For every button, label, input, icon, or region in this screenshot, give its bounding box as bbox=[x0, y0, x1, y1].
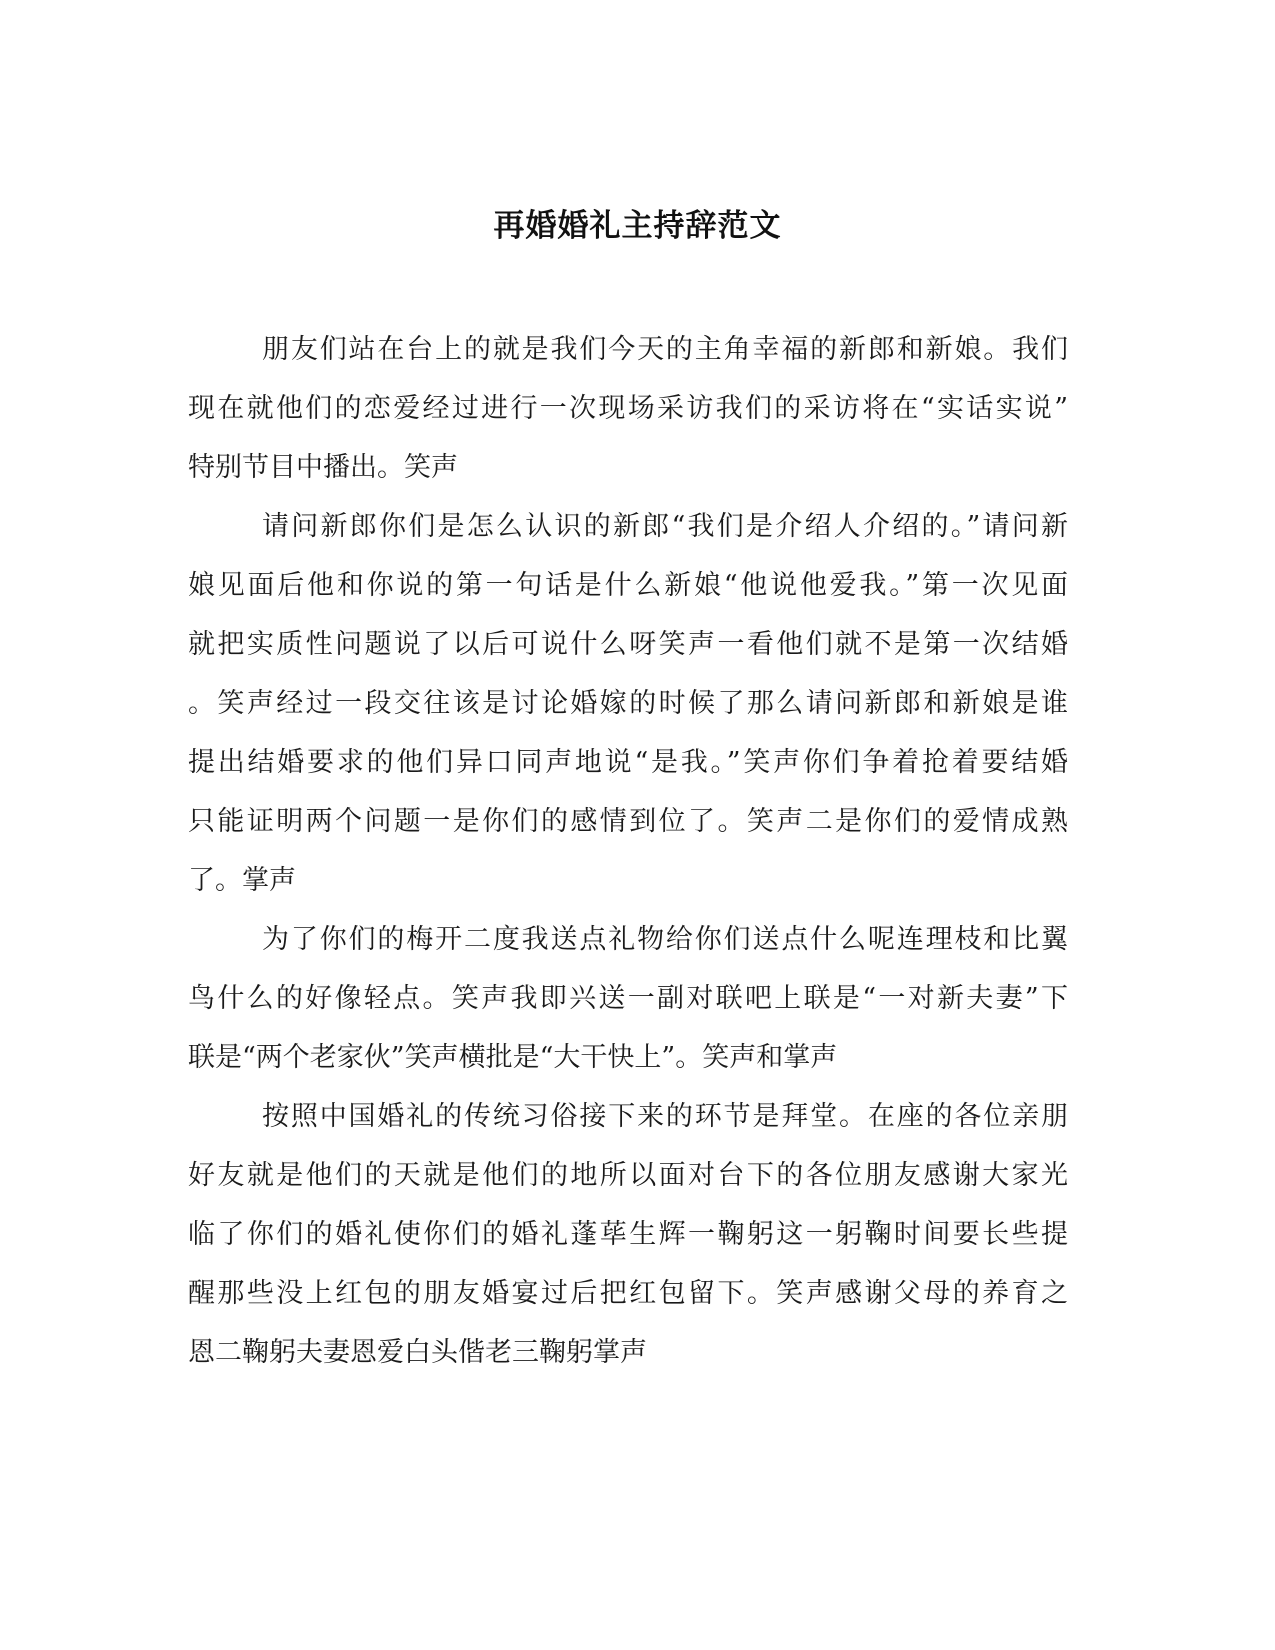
text-line: 朋友们站在台上的就是我们今天的主角幸福的新郎和新娘。我们 bbox=[262, 334, 1068, 365]
paragraph-2 bbox=[188, 497, 1068, 910]
paragraph-4 bbox=[188, 1087, 1068, 1382]
document-title: 再婚婚礼主持辞范文 bbox=[493, 208, 782, 244]
document-body bbox=[188, 320, 1068, 1382]
text-line: 请问新郎你们是怎么认识的新郎“我们是介绍人介绍的。”请问新 bbox=[262, 511, 1068, 542]
paragraph-3 bbox=[188, 910, 1068, 1087]
text-line: 鸟什么的好像轻点。笑声我即兴送一副对联吧上联是“一对新夫妻”下 bbox=[188, 983, 1068, 1014]
text-line: 特别节目中播出。笑声 bbox=[188, 452, 458, 483]
text-line: 现在就他们的恋爱经过进行一次现场采访我们的采访将在“实话实说” bbox=[188, 393, 1068, 424]
text-line: 临了你们的婚礼使你们的婚礼蓬荜生辉一鞠躬这一躬鞠时间要长些提 bbox=[188, 1219, 1068, 1250]
text-line: 。笑声经过一段交往该是讨论婚嫁的时候了那么请问新郎和新娘是谁 bbox=[188, 688, 1068, 719]
text-line: 按照中国婚礼的传统习俗接下来的环节是拜堂。在座的各位亲朋 bbox=[262, 1101, 1068, 1132]
text-line: 提出结婚要求的他们异口同声地说“是我。”笑声你们争着抢着要结婚 bbox=[188, 747, 1068, 778]
paragraph-1 bbox=[188, 320, 1068, 497]
text-line: 好友就是他们的天就是他们的地所以面对台下的各位朋友感谢大家光 bbox=[188, 1160, 1068, 1191]
text-line: 联是“两个老家伙”笑声横批是“大干快上”。笑声和掌声 bbox=[188, 1042, 838, 1073]
text-line: 了。掌声 bbox=[188, 865, 296, 896]
text-line: 为了你们的梅开二度我送点礼物给你们送点什么呢连理枝和比翼 bbox=[262, 924, 1068, 955]
text-line: 醒那些没上红包的朋友婚宴过后把红包留下。笑声感谢父母的养育之 bbox=[188, 1278, 1068, 1309]
text-line: 就把实质性问题说了以后可说什么呀笑声一看他们就不是第一次结婚 bbox=[188, 629, 1068, 660]
text-line: 只能证明两个问题一是你们的感情到位了。笑声二是你们的爱情成熟 bbox=[188, 806, 1068, 837]
text-line: 娘见面后他和你说的第一句话是什么新娘“他说他爱我。”第一次见面 bbox=[188, 570, 1068, 601]
text-line: 恩二鞠躬夫妻恩爱白头偕老三鞠躬掌声 bbox=[188, 1337, 647, 1368]
